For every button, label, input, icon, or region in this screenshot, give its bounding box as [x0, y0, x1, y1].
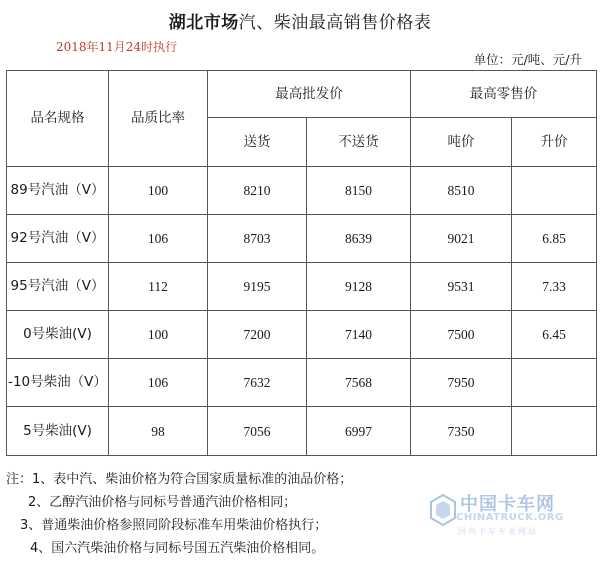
header-per-liter: 升价: [512, 118, 597, 167]
cell-per-ton: 8510: [411, 167, 512, 215]
table-body: [7, 167, 597, 456]
note-2: 2、乙醇汽油价格与同标号普通汽油价格相同；: [28, 495, 297, 510]
cell-per-liter: 7.33: [512, 263, 597, 311]
cell-per-liter: 6.85: [512, 215, 597, 263]
header-no-delivery: 不送货: [307, 118, 411, 167]
cell-per-liter: 6.45: [512, 311, 597, 359]
note-1: 注：1、表中汽、柴油价格为符合国家质量标准的油品价格；: [6, 472, 353, 487]
cell-quality: 106: [109, 215, 208, 263]
table-row: [7, 215, 597, 263]
title-rest: 汽、柴油最高销售价格表: [238, 13, 432, 33]
cell-delivery: 7056: [208, 407, 307, 456]
header-retail: 最高零售价: [411, 71, 597, 118]
header-per-ton: 吨价: [411, 118, 512, 167]
cell-delivery: 8703: [208, 215, 307, 263]
cell-product: 95号汽油（V）: [7, 263, 109, 311]
cell-product: 0号柴油(V): [7, 311, 109, 359]
cell-per-liter: [512, 407, 597, 456]
truck-logo-icon: [430, 494, 456, 526]
cell-quality: 100: [109, 167, 208, 215]
note-3: 3、普通柴油价格参照同阶段标准车用柴油价格执行；: [20, 518, 328, 533]
cell-no-delivery: 9128: [307, 263, 411, 311]
header-wholesale: 最高批发价: [208, 71, 411, 118]
cell-quality: 100: [109, 311, 208, 359]
cell-per-ton: 9531: [411, 263, 512, 311]
table-row: [7, 311, 597, 359]
cell-per-ton: 9021: [411, 215, 512, 263]
cell-delivery: 8210: [208, 167, 307, 215]
cell-no-delivery: 7568: [307, 359, 411, 407]
header-row-1: [7, 71, 597, 118]
cell-quality: 98: [109, 407, 208, 456]
notes: [6, 468, 352, 560]
watermark: [430, 488, 590, 548]
cell-delivery: 9195: [208, 263, 307, 311]
watermark-sub: 国内卡车专业网站: [458, 527, 538, 536]
cell-no-delivery: 8150: [307, 167, 411, 215]
cell-per-ton: 7350: [411, 407, 512, 456]
cell-quality: 106: [109, 359, 208, 407]
cell-delivery: 7200: [208, 311, 307, 359]
cell-per-ton: 7500: [411, 311, 512, 359]
table-row: [7, 359, 597, 407]
note-4: 4、国六汽柴油价格与同标号国五汽柴油价格相同。: [30, 541, 325, 556]
title-bold: 湖北市场: [168, 13, 239, 33]
header-product: 品名规格: [7, 71, 109, 167]
table-row: [7, 263, 597, 311]
table-row: [7, 167, 597, 215]
cell-per-ton: 7950: [411, 359, 512, 407]
cell-no-delivery: 7140: [307, 311, 411, 359]
cell-no-delivery: 6997: [307, 407, 411, 456]
cell-per-liter: [512, 167, 597, 215]
effective-date: 2018年11月24时执行: [56, 40, 178, 54]
cell-product: 92号汽油（V）: [7, 215, 109, 263]
cell-product: 5号柴油(V): [7, 407, 109, 456]
table-row: [7, 407, 597, 456]
header-quality: 品质比率: [109, 71, 208, 167]
cell-no-delivery: 8639: [307, 215, 411, 263]
watermark-cn: 中国卡车网: [460, 494, 555, 515]
watermark-en: CHINATRUCK.ORG: [456, 512, 564, 523]
cell-quality: 112: [109, 263, 208, 311]
cell-delivery: 7632: [208, 359, 307, 407]
header-delivery: 送货: [208, 118, 307, 167]
cell-product: 89号汽油（V）: [7, 167, 109, 215]
cell-product: -10号柴油（V）: [7, 359, 109, 407]
page-title: [0, 8, 600, 33]
unit-label: 单位：元/吨、元/升: [473, 52, 582, 67]
price-table: [6, 70, 597, 456]
cell-per-liter: [512, 359, 597, 407]
